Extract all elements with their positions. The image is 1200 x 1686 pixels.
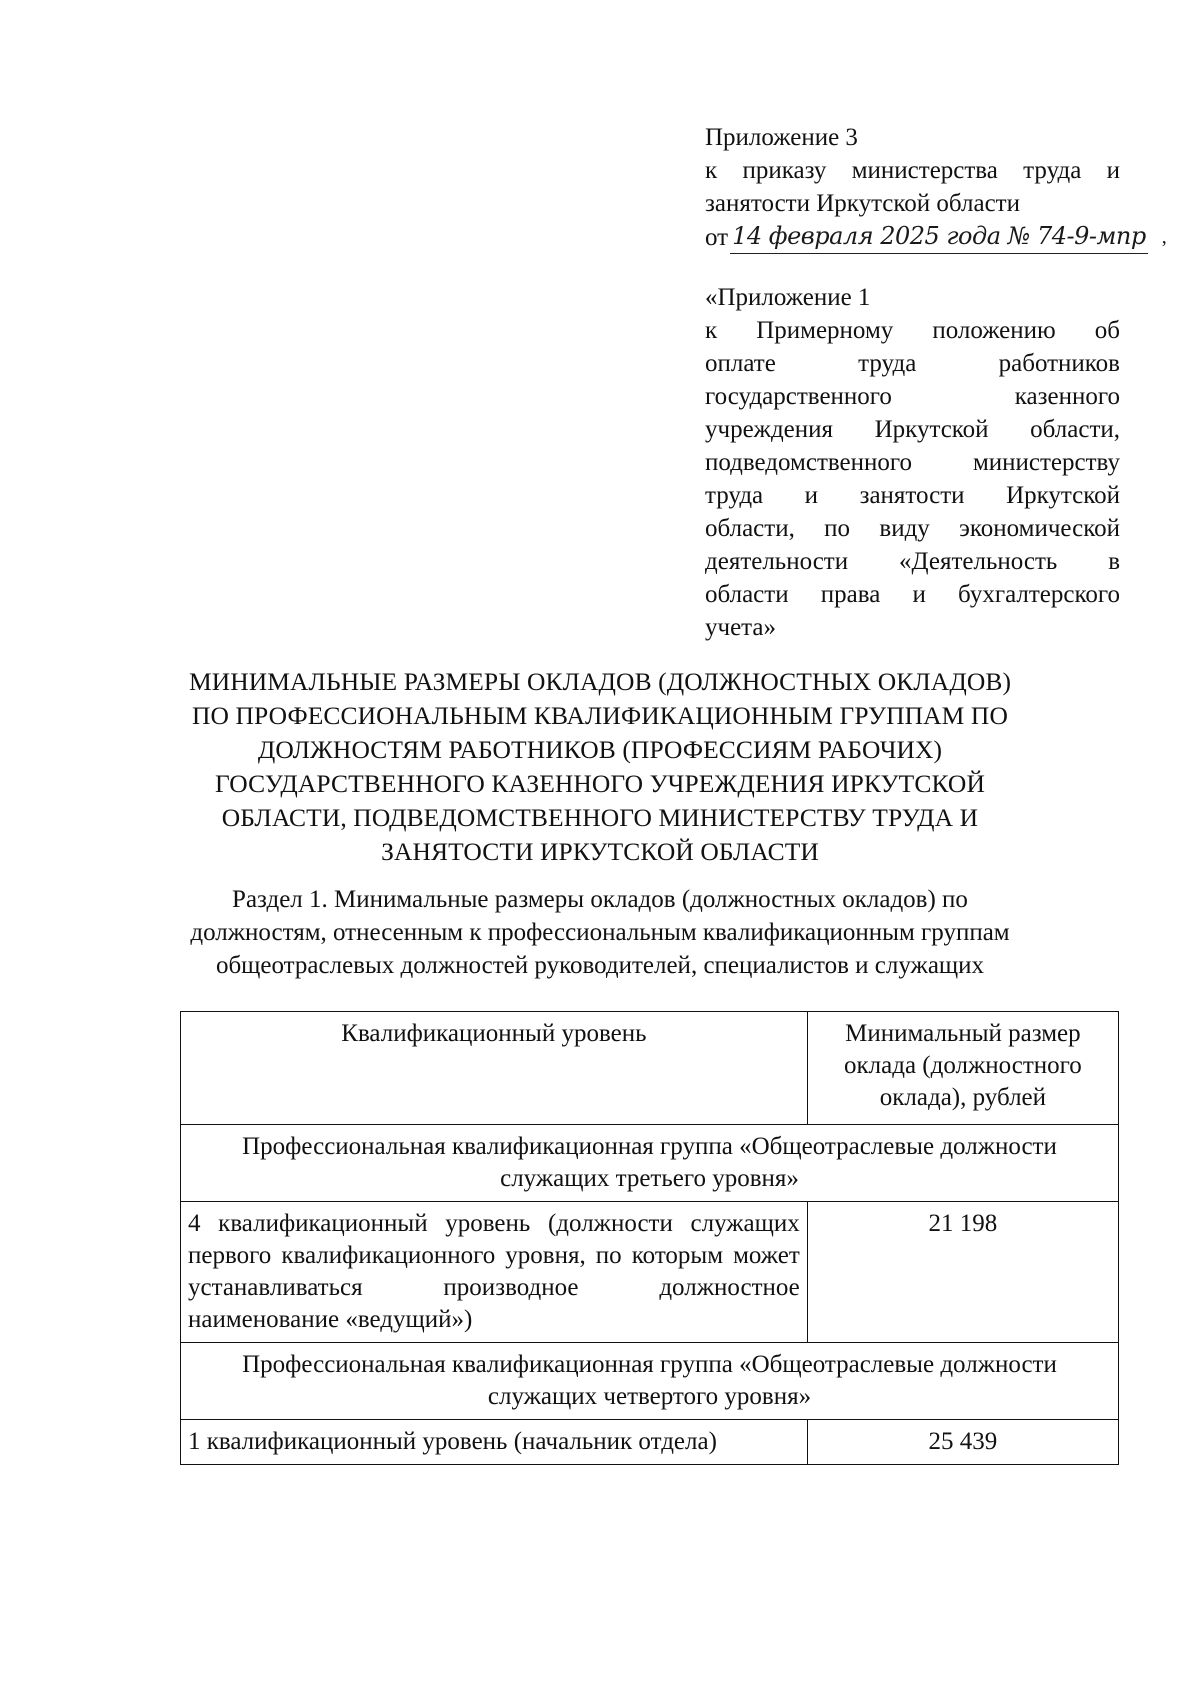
- appendix-1-line: государственного казенного: [705, 383, 1120, 410]
- header-salary-line: Минимальный размер: [845, 1020, 1081, 1047]
- appendix-1-line: учреждения Иркутской области,: [705, 416, 1120, 443]
- appendix-1-line: области права и бухгалтерского: [705, 581, 1120, 608]
- title-line: ДОЛЖНОСТЯМ РАБОТНИКОВ (ПРОФЕССИЯМ РАБОЧИХ): [257, 735, 943, 764]
- appendix-3-line: занятости Иркутской области: [705, 190, 1020, 217]
- handwritten-mark-icon: ,: [1161, 226, 1167, 248]
- salary-table: [180, 1011, 1119, 1465]
- group-label: Профессиональная квалификационная группа «Общеотраслевые должности служащих четвертого уровня»: [181, 1343, 1119, 1420]
- header-salary-line: оклада), рублей: [879, 1084, 1047, 1111]
- appendix-1-line: деятельности «Деятельность в: [705, 548, 1120, 575]
- group-row: [181, 1125, 1119, 1202]
- appendix-1-line: оплате труда работников: [705, 350, 1120, 377]
- section-line: Раздел 1. Минимальные размеры окладов (должностных окладов) по: [232, 886, 968, 913]
- document-title: [120, 665, 1080, 869]
- section-line: должностям, отнесенным к профессиональным квалификационным группам: [190, 919, 1010, 946]
- appendix-3-block: [705, 121, 1167, 254]
- appendix-3-date-line: [705, 220, 1167, 254]
- group-row: [181, 1343, 1119, 1420]
- appendix-1-line: к Примерному положению об: [705, 317, 1120, 344]
- appendix-1-line: подведомственного министерству: [705, 449, 1120, 476]
- appendix-3-line: к приказу министерства труда и: [705, 157, 1120, 184]
- section-heading: [120, 883, 1080, 982]
- appendix-3-line: Приложение 3: [705, 124, 858, 151]
- handwritten-date-number: 14 февраля 2025 года № 74-9-мпр: [730, 220, 1148, 254]
- row-salary: 25 439: [807, 1420, 1118, 1465]
- appendix-1-line: области, по виду экономической: [705, 515, 1120, 542]
- header-salary-line: оклада (должностного: [844, 1052, 1082, 1079]
- row-level: 1 квалификационный уровень (начальник отдела): [181, 1420, 808, 1465]
- table-header-row: [181, 1012, 1119, 1125]
- appendix-1-line: «Приложение 1: [705, 284, 871, 311]
- title-line: ГОСУДАРСТВЕННОГО КАЗЕННОГО УЧРЕЖДЕНИЯ ИРКУТСКОЙ: [215, 769, 985, 798]
- appendix-1-line: учета»: [705, 614, 776, 641]
- title-line: ЗАНЯТОСТИ ИРКУТСКОЙ ОБЛАСТИ: [381, 837, 819, 866]
- header-salary: [807, 1012, 1118, 1125]
- table-row: [181, 1202, 1119, 1343]
- title-line: ПО ПРОФЕССИОНАЛЬНЫМ КВАЛИФИКАЦИОННЫМ ГРУППАМ ПО: [192, 701, 1008, 730]
- table-row: [181, 1420, 1119, 1465]
- appendix-1-line: труда и занятости Иркутской: [705, 482, 1120, 509]
- title-line: ОБЛАСТИ, ПОДВЕДОМСТВЕННОГО МИНИСТЕРСТВУ ТРУДА И: [221, 803, 979, 832]
- section-line: общеотраслевых должностей руководителей, специалистов и служащих: [215, 952, 985, 979]
- from-prefix: от: [705, 224, 729, 251]
- header-level: Квалификационный уровень: [181, 1012, 808, 1125]
- group-label: Профессиональная квалификационная группа «Общеотраслевые должности служащих третьего уровня»: [181, 1125, 1119, 1202]
- row-salary: 21 198: [807, 1202, 1118, 1343]
- row-level: 4 квалификационный уровень (должности служащих первого квалификационного уровня, по которым может устанавливаться производное должностное наименование «ведущий»): [181, 1202, 808, 1343]
- title-line: МИНИМАЛЬНЫЕ РАЗМЕРЫ ОКЛАДОВ (ДОЛЖНОСТНЫХ ОКЛАДОВ): [188, 667, 1012, 696]
- appendix-1-block: [705, 281, 1120, 644]
